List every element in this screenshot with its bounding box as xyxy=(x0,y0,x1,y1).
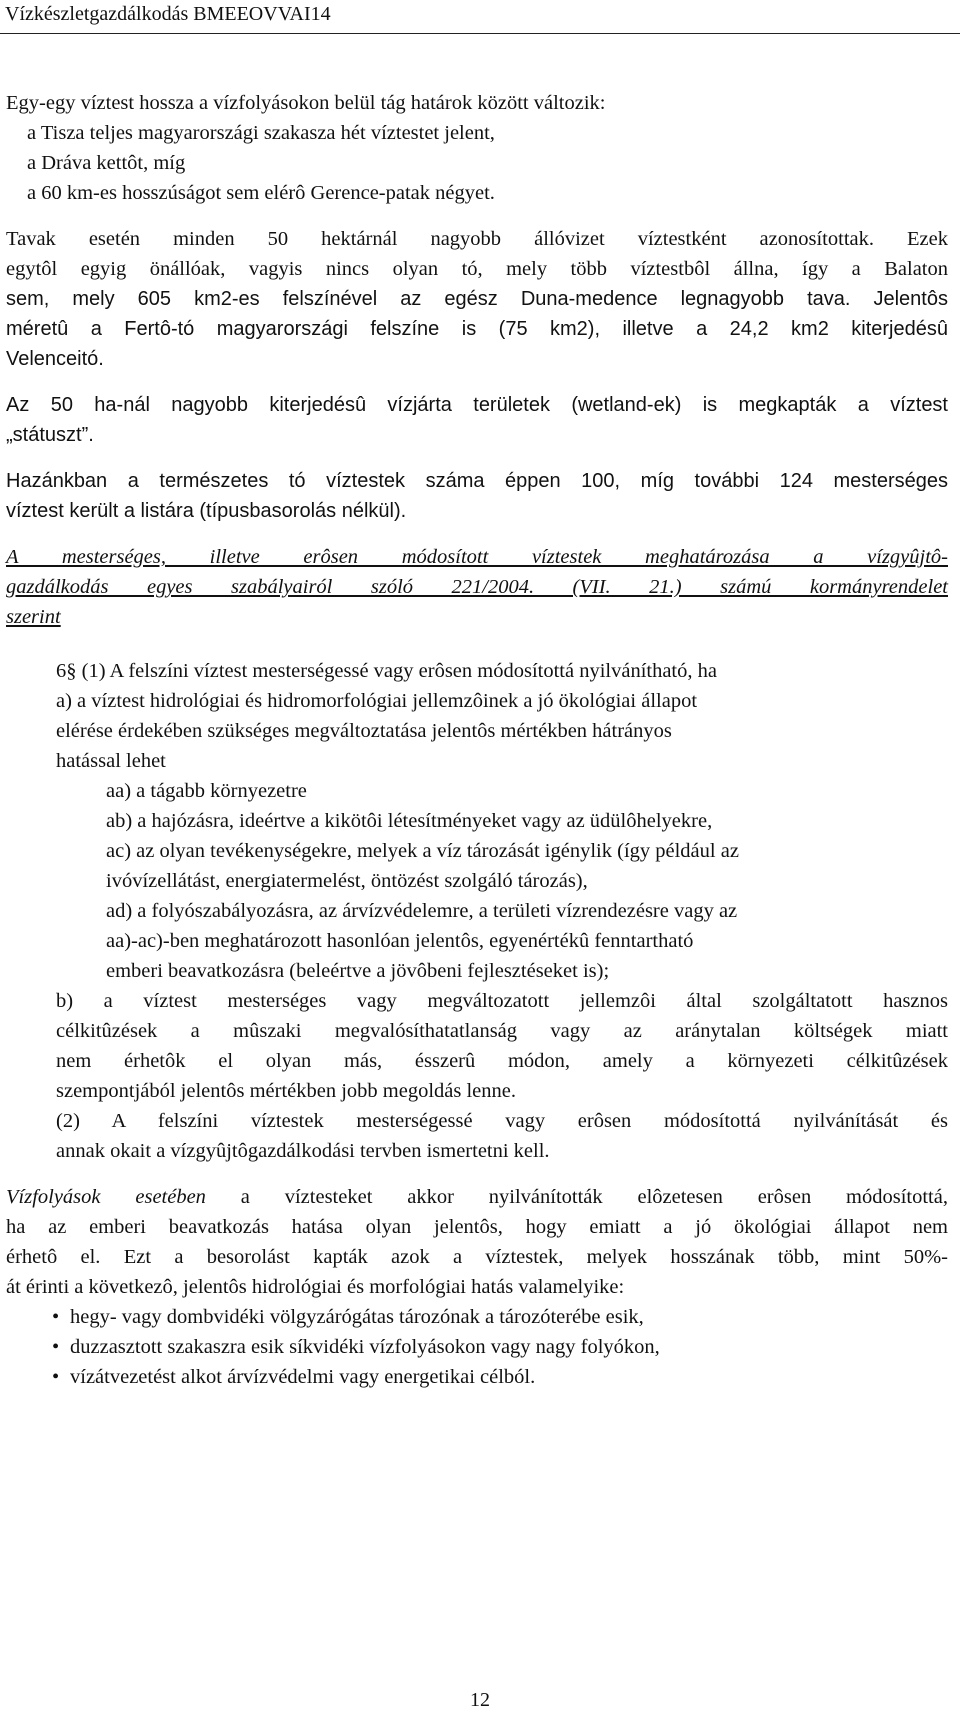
list-item-text: hegy- vagy dombvidéki völgyzárógátas tározónak a tározóterébe esik, xyxy=(70,1306,644,1328)
lakes-line: egytôl egyig önállóak, vagyis nincs olyan tó, mely több víztestbôl állna, így a Balaton xyxy=(6,258,948,280)
rivers-line: át érinti a következô, jelentôs hidrológiai és morfológiai hatás valamelyike: xyxy=(6,1276,625,1298)
wetland-paragraph xyxy=(6,390,948,450)
decree-line: aa) a tágabb környezetre xyxy=(106,780,307,802)
intro-line: a Tisza teljes magyarországi szakasza hét víztestet jelent, xyxy=(27,122,495,144)
rivers-bullet-list xyxy=(6,1302,948,1392)
decree-line: elérése érdekében szükséges megváltoztatása jelentôs mértékben hátrányos xyxy=(56,720,672,742)
bullet-icon: • xyxy=(52,1306,60,1328)
count-line: Hazánkban a természetes tó víztestek száma éppen 100, míg további 124 mesterséges xyxy=(6,470,948,492)
rivers-line: érhetô el. Ezt a besorolást kapták azok a víztestek, melyek hosszának több, mint 50%- xyxy=(6,1246,948,1268)
rivers-line xyxy=(6,1182,948,1212)
decree-line: 6§ (1) A felszíni víztest mesterségessé vagy erôsen módosítottá nyilvánítható, ha xyxy=(56,660,717,682)
decree-line: nem érhetôk el olyan más, ésszerû módon, amely a környezeti célkitûzések xyxy=(56,1050,948,1072)
rivers-paragraph xyxy=(6,1182,948,1302)
decree-heading-line: szerint xyxy=(6,606,61,628)
wetland-line: „státuszt”. xyxy=(6,424,94,446)
count-paragraph xyxy=(6,466,948,526)
decree-line: a) a víztest hidrológiai és hidromorfológiai jellemzôinek a jó ökológiai állapot xyxy=(56,690,698,712)
wetland-line: Az 50 ha-nál nagyobb kiterjedésû vízjárta területek (wetland-ek) is megkapták a víztest xyxy=(6,394,948,416)
lakes-line: sem, mely 605 km2-es felszínével az egész Duna-medence legnagyobb tava. Jelentôs xyxy=(6,288,948,310)
decree-line: szempontjából jelentôs mértékben jobb megoldás lenne. xyxy=(56,1080,516,1102)
document-body xyxy=(6,88,948,1392)
header-title: Vízkészletgazdálkodás BMEEOVVAI14 xyxy=(5,3,331,25)
decree-heading xyxy=(6,542,948,632)
decree-line: (2) A felszíni víztestek mesterségessé vagy erôsen módosítottá nyilvánítását és xyxy=(56,1110,948,1132)
lakes-paragraph xyxy=(6,224,948,374)
bullet-icon: • xyxy=(52,1366,60,1388)
intro-paragraph xyxy=(6,88,948,208)
page-header xyxy=(0,0,960,46)
intro-line: a Dráva kettôt, míg xyxy=(27,152,186,174)
page-number: 12 xyxy=(470,1689,490,1711)
lakes-line: Tavak esetén minden 50 hektárnál nagyobb állóvizet víztestként azonosítottak. Ezek xyxy=(6,228,948,250)
rivers-line: ha az emberi beavatkozás hatása olyan jelentôs, hogy emiatt a jó ökológiai állapot nem xyxy=(6,1216,948,1238)
count-line: víztest került a listára (típusbasorolás nélkül). xyxy=(6,500,407,522)
decree-heading-line: gazdálkodás egyes szabályairól szóló 221/2004. (VII. 21.) számú kormányrendelet xyxy=(6,576,948,598)
lakes-line: méretû a Fertô-tó magyarországi felszíne is (75 km2), illetve a 24,2 km2 kiterjedésû xyxy=(6,318,948,340)
list-item xyxy=(6,1362,948,1392)
list-item-text: duzzasztott szakaszra esik síkvidéki vízfolyásokon vagy nagy folyókon, xyxy=(70,1336,660,1358)
decree-line: aa)-ac)-ben meghatározott hasonlóan jelentôs, egyenértékû fenntartható xyxy=(106,930,694,952)
decree-line: ac) az olyan tevékenységekre, melyek a víz tározását igénylik (így például az xyxy=(106,840,739,862)
header-divider xyxy=(0,33,960,34)
rivers-lead: Vízfolyások esetében xyxy=(6,1186,206,1208)
decree-line: b) a víztest mesterséges vagy megváltozatott jellemzôi által szolgáltatott hasznos xyxy=(56,990,948,1012)
decree-line: ab) a hajózásra, ideértve a kikötôi létesítményeket vagy az üdülôhelyekre, xyxy=(106,810,713,832)
decree-heading-line: A mesterséges, illetve erôsen módosított víztestek meghatározása a vízgyûjtô- xyxy=(6,546,948,568)
decree-line: ivóvízellátást, energiatermelést, öntözést szolgáló tározás), xyxy=(106,870,588,892)
list-item-text: vízátvezetést alkot árvízvédelmi vagy energetikai célból. xyxy=(70,1366,536,1388)
decree-quote xyxy=(6,656,948,1166)
bullet-icon: • xyxy=(52,1336,60,1358)
list-item xyxy=(6,1332,948,1362)
decree-line: hatással lehet xyxy=(56,750,166,772)
intro-line: a 60 km-es hosszúságot sem elérô Gerence-patak négyet. xyxy=(27,182,495,204)
decree-line: emberi beavatkozásra (beleértve a jövôbeni fejlesztéseket is); xyxy=(106,960,610,982)
decree-line: célkitûzések a mûszaki megvalósíthatatlanság vagy az aránytalan költségek miatt xyxy=(56,1020,948,1042)
decree-line: annak okait a vízgyûjtôgazdálkodási tervben ismertetni kell. xyxy=(56,1140,550,1162)
lakes-line: Velenceitó. xyxy=(6,348,104,370)
list-item xyxy=(6,1302,948,1332)
decree-line: ad) a folyószabályozásra, az árvízvédelemre, a területi vízrendezésre vagy az xyxy=(106,900,738,922)
rivers-lead-rest: a víztesteket akkor nyilvánították elôzetesen erôsen módosítottá, xyxy=(205,1186,948,1208)
intro-line: Egy-egy víztest hossza a vízfolyásokon belül tág határok között változik: xyxy=(6,92,606,114)
